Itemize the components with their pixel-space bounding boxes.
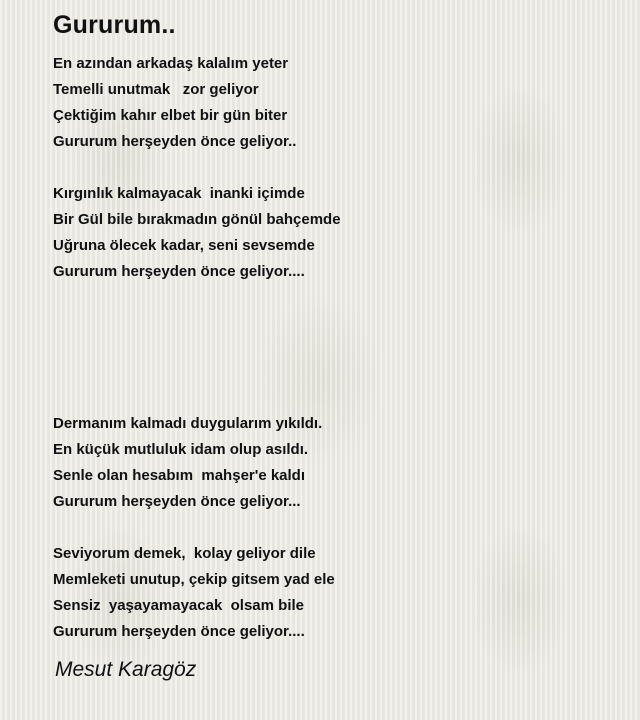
stanza-2	[53, 181, 341, 285]
poem-line: Gururum herşeyden önce geliyor..	[53, 133, 297, 150]
poem-line: Dermanım kalmadı duygularım yıkıldı.	[53, 415, 323, 432]
poem-line: Çektiğim kahır elbet bir gün biter	[53, 107, 288, 124]
poem-line: Gururum herşeyden önce geliyor....	[53, 263, 305, 280]
author-signature: Mesut Karagöz	[55, 658, 197, 681]
poem-line: Bir Gül bile bırakmadın gönül bahçemde	[53, 211, 341, 228]
poem-title: Gururum..	[53, 11, 176, 39]
poem-line: Gururum herşeyden önce geliyor....	[53, 623, 305, 640]
poem-line: Sensiz yaşayamayacak olsam bile	[53, 597, 304, 614]
poem-line: Uğruna ölecek kadar, seni sevsemde	[53, 237, 315, 254]
poem-line: Gururum herşeyden önce geliyor...	[53, 493, 301, 510]
poem-line: En azından arkadaş kalalım yeter	[53, 55, 289, 72]
poem-line: Memleketi unutup, çekip gitsem yad ele	[53, 571, 335, 588]
poem-line: Senle olan hesabım mahşer'e kaldı	[53, 467, 306, 484]
stanza-4	[53, 541, 335, 645]
poem-line: En küçük mutluluk idam olup asıldı.	[53, 441, 309, 458]
poem-line: Kırgınlık kalmayacak inanki içimde	[53, 185, 305, 202]
stanza-3	[53, 411, 322, 515]
stanza-1	[53, 51, 296, 155]
poem-line: Seviyorum demek, kolay geliyor dile	[53, 545, 316, 562]
poem-line: Temelli unutmak zor geliyor	[53, 81, 259, 98]
